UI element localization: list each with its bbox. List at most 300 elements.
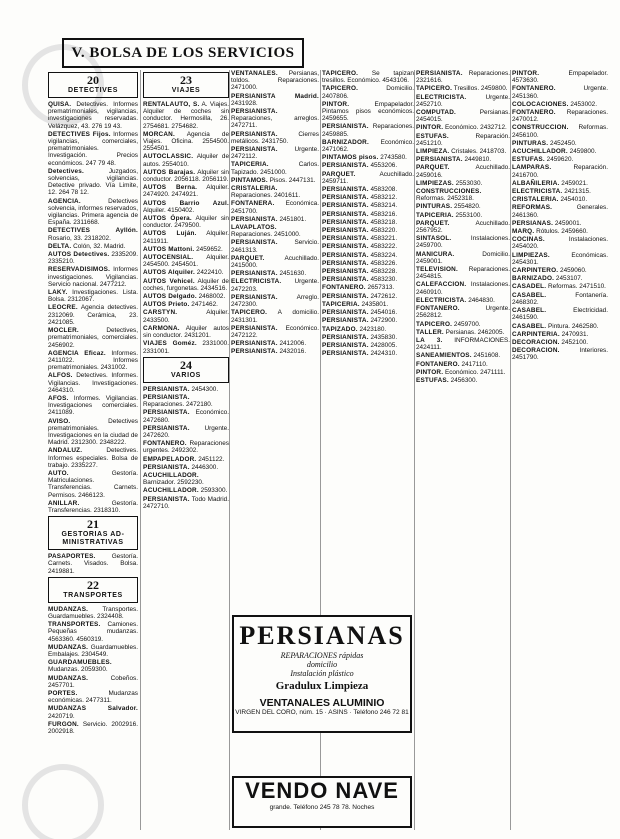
column-rule [510, 70, 511, 830]
classified-ad: AUTOS Mattoni. 2459652. [143, 245, 223, 253]
classified-ad: ALFOS. Detectives. Informes. Vigilancias. Investigaciones. 2464310. [48, 372, 138, 394]
classified-ad-keyword: PERSIANISTA. [322, 210, 369, 218]
classified-ad: AUTOCENSIAL. Alquiler. 2454500. 2454501. [143, 254, 229, 269]
classified-ad: FONTANERO. 2657313. [322, 284, 395, 292]
classified-ad-keyword: AUTOS Berna. [143, 184, 198, 192]
classified-ad: PARQUET. Acuchillado. 2459016. [416, 164, 510, 179]
classified-ad-keyword: CRISTALERIA. [512, 196, 559, 204]
classified-ad: PERSIANISTA. 2412006. [231, 340, 307, 348]
classified-ad: MUDANZAS. Transportes. Guardamuebles. 2324408. [48, 605, 138, 620]
classified-ad: ELECTRICISTA. Urgente. 2472203. [231, 278, 319, 293]
classified-ad-keyword: LEOCRE. [48, 304, 78, 312]
classified-ad: COMPUTAD. Persianas. 2454015. [416, 109, 510, 124]
classified-ad-keyword: MUDANZAS. [48, 643, 89, 651]
classified-ad: PERSIANISTA. 4583222. [322, 243, 398, 251]
classified-ad: TELEVISION. Reparaciones. 2454815. [416, 266, 510, 281]
classified-ad: PERSIANISTA. 4583212. [322, 194, 398, 202]
classified-ad: TAPICERIA. 2553100. [416, 211, 483, 219]
classified-ad-keyword: LIMPIEZA. [416, 148, 450, 156]
classified-ad-keyword: AUTOS Ópera. [143, 215, 192, 223]
classified-ad-keyword: LAMPARAS. [512, 164, 552, 172]
classified-ad: FONTANERO. 2417110. [416, 360, 488, 368]
classified-ad-keyword: AUTO. [48, 469, 69, 477]
classified-ad: CASABEL. Electricidad. 2461590. [512, 307, 608, 322]
classified-ad-keyword: AFOS. [48, 394, 69, 402]
section-number: 21 [87, 517, 99, 532]
classified-ad-keyword: PERSIANISTA. [322, 123, 369, 131]
ad-vendo-nave [232, 776, 412, 828]
classified-ad-keyword: PERSIANISTA. [143, 424, 190, 432]
classified-ad-keyword: LA 3. [416, 336, 443, 344]
classified-ad-keyword: TAPICERO. [231, 309, 268, 317]
classified-ad-keyword: PERSIANISTA Madrid. [231, 92, 319, 100]
col2-ads-a [143, 101, 229, 355]
ad-persianas [232, 615, 412, 733]
classified-ad-keyword: GUARDAMUEBLES. [48, 659, 112, 667]
classified-ad-keyword: Detectives. [48, 167, 84, 175]
classified-ad-keyword: PERSIANISTA. [416, 156, 463, 164]
classified-ad: AUTOS Prieto. 2471462. [143, 301, 218, 309]
classified-ad: SANEAMIENTOS. 2451608. [416, 352, 501, 360]
classified-ad: LAVAPLATOS. Reparaciones. 2451000. [231, 224, 301, 239]
classified-ad: ACUCHILLADOR. 2593300. [143, 487, 228, 495]
classified-ad-keyword: MANICURA. [416, 250, 455, 258]
classified-ad: CONSTRUCCIONES. Reformas. 2452318. [416, 188, 482, 203]
classified-ad-keyword: AGENCIA. [48, 197, 81, 205]
classified-ad-keyword: PERSIANISTA. [322, 227, 369, 235]
classified-ad: GUARDAMUEBLES. Mudanzas. 2059300. [48, 659, 112, 674]
classified-ad: PERSIANISTA. 2451630. [231, 270, 307, 278]
classified-ad-keyword: PERSIANISTA. [322, 251, 369, 259]
classified-ad: PARQUET. Acuchillado. 2415000. [231, 254, 319, 270]
classified-ad-keyword: PARQUET. [231, 254, 265, 262]
classified-ad-keyword: ALBAÑILERIA. [512, 179, 560, 187]
classified-ad: MUDANZAS. Guardamuebles. Embalajes. 2304549. [48, 643, 138, 658]
classified-ad-keyword: FONTANERO. [512, 109, 556, 117]
classified-ad-keyword: PARQUET. [416, 164, 450, 172]
classified-ad: CASABEL. Fontanería. 2468302. [512, 291, 608, 306]
classified-ad-keyword: PERSIANISTA. [322, 194, 369, 202]
classified-ad-keyword: PERSIANISTA. [231, 108, 278, 116]
classified-ad: ALBAÑILERIA. 2459021. [512, 179, 588, 187]
classified-ad: PERSIANISTA. Reparaciones. 2472180. [143, 393, 213, 409]
col1-ads-c [48, 606, 138, 735]
ad-persianas-line2: domicilio [306, 660, 338, 669]
ad-persianas-title: PERSIANAS [239, 621, 405, 650]
section-title: DETECTIVES [68, 87, 118, 94]
classified-ad: CRISTALERIA. 2454010. [512, 196, 588, 204]
classified-ad: CALEFACCION. Instalaciones. 2460910. [416, 281, 510, 296]
classified-ad-keyword: CARPINTERIA. [512, 330, 560, 338]
classified-ad: CASADEL. Reformas. 2471510. [512, 283, 606, 291]
classified-ad: CASABEL. Pintura. 2462580. [512, 322, 599, 330]
classified-ad: TAPICERO. 2459700. [416, 320, 481, 328]
classified-ad-keyword: MARQ. [512, 228, 535, 236]
classified-ad: DECORACION. 2452100. [512, 338, 589, 346]
classified-ad: LIMPIEZAS. Económicas. 2454301. [512, 251, 608, 266]
classified-ad: AUTOCLASSIC. Alquiler de autos. 2554010. [143, 153, 229, 168]
classified-ad: AUTOS Vehicel. Alquiler de coches, furgonetas. 2434516. [143, 277, 229, 292]
classified-ad: ESTUFAS. Reparación. 2451210. [416, 132, 510, 147]
classified-ad-keyword: PERSIANISTA. [322, 317, 369, 325]
classified-ad: PERSIANISTA. 4583216. [322, 210, 398, 218]
classified-ad-keyword: PERSIANAS. [512, 219, 554, 227]
classified-ad-keyword: TAPICERIA. [231, 161, 269, 169]
section-header-varios [143, 357, 229, 383]
classified-ad-keyword: AUTOS Alquiler. [143, 269, 196, 277]
classified-ad: AUTOS Luján. Alquiler. 2411911. [143, 230, 229, 245]
classified-ad: PERSIANISTA. 2454016. [322, 309, 398, 317]
classified-ad-keyword: MUDANZAS. [48, 674, 89, 682]
classified-ad: DELTA. Colón, 32. Madrid. [48, 242, 126, 250]
classified-ad-keyword: PINTAMOS. [231, 176, 268, 184]
classified-ad-keyword: REFORMAS. [512, 204, 553, 212]
column-rule [229, 70, 230, 830]
classified-ad-keyword: PINTOR. [416, 124, 444, 132]
classified-ad: RESERVADISIMOS. Informes investigaciones. Vigilancias. Servicio nacional. 2477212. [48, 266, 138, 288]
classified-ad-keyword: PERSIANISTA. [322, 341, 369, 349]
classified-ad: PERSIANISTA. 2432016. [231, 348, 307, 356]
classified-ad-keyword: DETECTIVES Ayllón. [48, 227, 138, 235]
classified-ad: AUTOS Alquiler. 2422410. [143, 269, 224, 277]
classified-ad: PERSIANISTA. 2472612. [322, 292, 398, 300]
column-1 [48, 70, 138, 830]
classified-ad-keyword: PERSIANISTA. [322, 243, 369, 251]
classified-ad: PERSIANISTA. 4583220. [322, 227, 398, 235]
classified-ad-keyword: PERSIANISTA. [322, 186, 369, 194]
classified-ad: PINTOR. Económico. 2432712. [416, 124, 507, 132]
classified-ad: REFORMAS. Generales. 2461360. [512, 204, 608, 219]
classified-ad-keyword: AUTOS Barrio Azul. [143, 199, 229, 207]
classified-ad-keyword: AUTOS Prieto. [143, 301, 190, 309]
classified-ad-keyword: CONSTRUCCIONES. [416, 188, 482, 196]
classified-ad: PINTURAS. 2452450. [512, 139, 577, 147]
classified-ad-keyword: MUDANZAS. [48, 605, 89, 613]
classified-ad: MARQ. Rótulos. 2459660. [512, 228, 588, 236]
classified-ad-keyword: PERSIANISTA. [231, 270, 278, 278]
classified-ad-keyword: PERSIANISTA. [143, 385, 190, 393]
column-6 [512, 70, 608, 830]
classified-ad-keyword: PERSIANISTA. [231, 340, 278, 348]
col5-ads [416, 70, 510, 384]
classified-ad-keyword: FONTANERA. [231, 200, 275, 208]
classified-ad-keyword: PARQUET. [322, 170, 356, 178]
classified-ad-keyword: TAPICERO. [322, 85, 359, 93]
col2-ads-b [143, 386, 229, 510]
classified-ad-keyword: BARNIZADOR. [322, 138, 369, 146]
classified-ad: CONSTRUCCION. Reformas. 2456100. [512, 124, 608, 139]
classified-ad-keyword: CRISTALERIA. [231, 185, 278, 193]
classified-ad-keyword: MUDANZAS Salvador. [48, 705, 138, 713]
classified-ad: ELECTRICISTA. 2421315. [512, 188, 591, 196]
classified-ad: DECORACION. Interiores. 2451790. [512, 347, 608, 362]
classified-ad: PERSIANISTA. Urgente. 2472620. [143, 424, 229, 439]
classified-ad-keyword: LIMPIEZAS. [416, 179, 454, 187]
section-title: VIAJES [171, 87, 201, 94]
classified-ad: AUTOS Barrio Azul. Alquiler. 4150402. [143, 199, 229, 214]
classified-ad-keyword: PERSIANISTA. [231, 130, 278, 138]
classified-ad-keyword: ELECTRICISTA. [416, 296, 467, 304]
classified-ad: MOCLER. Detectives, prematrimoniales, comerciales. 2456902. [48, 327, 138, 349]
classified-ad-keyword: PARQUET. [416, 219, 450, 227]
classified-ad: EMPAPELADOR. 2451122. [143, 455, 225, 463]
classified-ad-keyword: PERSIANISTA. [322, 218, 369, 226]
classified-ad-keyword: ELECTRICISTA. [416, 93, 467, 101]
classified-ad: BARNIZADOR. Económico. 2471062. [322, 138, 414, 154]
classified-ad: PINTOR. Económico. 2471111. [416, 368, 506, 376]
classified-ad-keyword: ESTUFAS. [416, 132, 449, 140]
classified-ad: TAPICERO. A domicilio. 2431301. [231, 309, 319, 324]
classified-ad: LEOCRE. Agencia detectives. 2312069. Cerámica, 23. 2421085. [48, 304, 138, 326]
section-number: 20 [87, 73, 99, 87]
classified-ad-keyword: CASABEL. [512, 291, 547, 299]
col3-ads [231, 70, 319, 356]
classified-ad: BARNIZADO. 2453107. [512, 275, 583, 283]
classified-ad: PERSIANISTA. Urgente. 2472112. [231, 146, 319, 161]
classified-ad-keyword: PINTOR. [512, 70, 540, 77]
classified-ad: PERSIANISTA. Reparaciones. 2459885. [322, 123, 414, 138]
classified-ad: TAPICERO. Se tapizan tresillos. Económico. 4543106. [322, 70, 414, 85]
section-number: 24 [180, 357, 192, 372]
classified-ad: ESTUFAS. 2459620. [512, 156, 574, 164]
classified-ad: PERSIANISTA. 2454300. [143, 385, 219, 393]
classified-ad-keyword: CARMONA. [143, 324, 180, 332]
classified-ad: ELECTRICISTA. 2464830. [416, 296, 495, 304]
classified-ad: MORCAN. Agencia de Viajes. Oficina. 2554500. 2554501. [143, 130, 229, 153]
classified-ad: PERSIANISTA. 4583208. [322, 186, 398, 194]
classified-ad-keyword: AUTOCENSIAL. [143, 254, 194, 262]
classified-ad-keyword: ESTUFAS. [512, 156, 545, 164]
classified-ad: ACUCHILLADOR. 2459800. [512, 148, 597, 156]
classified-ad-keyword: TELEVISION. [416, 266, 458, 274]
classified-ad-keyword: TRANSPORTES. [48, 621, 101, 629]
classified-ad-keyword: TAPICERO. [322, 70, 359, 77]
classified-ad: AUTOS Ópera. Alquiler sin conductor. 2479500. [143, 215, 229, 230]
classified-ad: RENTALAUTO, S. A. Viajes. Alquiler de coches sin conductor. Hermosilla, 26. 2754681. 2754682. [143, 101, 229, 130]
classified-ad: PERSIANISTA. 2446300. [143, 463, 219, 471]
classified-ad: DETECTIVES Fijos. Informes vigilancias, comerciales, prematrimoniales. Investigación. Precios económicos. 247 79 48. [48, 130, 138, 167]
classified-ad: PERSIANISTA. 4583226. [322, 259, 398, 267]
section-header-viajes [143, 72, 229, 98]
classified-ad: FONTANERO. Urgente. 2562812. [416, 305, 510, 320]
classified-ad: LA 3. INFORMACIONES. 2424111. [416, 336, 510, 352]
classified-ad-keyword: COLOCACIONES. [512, 100, 569, 108]
classified-ad: FONTANERO. Reparaciones. 2470012. [512, 109, 608, 124]
classified-ad: PINTAMOS. Pisos. 2447131. [231, 176, 316, 184]
classified-ad-keyword: TALLER. [416, 328, 444, 336]
ad-persianas-line3: Instalación plástico [290, 669, 354, 678]
classified-ad: ELECTRICISTA. Urgente. 2452710. [416, 93, 510, 108]
classified-ad: PERSIANISTA. 2424310. [322, 350, 398, 358]
classified-ad-keyword: BARNIZADO. [512, 275, 555, 283]
column-5 [416, 70, 510, 830]
section-header-detectives [48, 72, 138, 98]
classified-ad: PERSIANISTA. Reparaciones. 2321616. [416, 70, 510, 85]
classified-ad: PINTOR. Empapelador. 4573630. [512, 70, 608, 85]
classified-ad-keyword: DECORACION. [512, 338, 560, 346]
classified-ad-keyword: TAPICERIA. [322, 300, 360, 308]
classified-ad: LIMPIEZAS. 2553030. [416, 179, 483, 187]
classified-ad-keyword: PERSIANISTA. [143, 495, 190, 503]
classified-ad-keyword: PERSIANISTA. [322, 333, 369, 341]
classified-ad-keyword: ANILLAR. [48, 499, 80, 507]
classified-ad: PERSIANISTA. 4583214. [322, 202, 398, 210]
classified-ad: AUTOS Barajas. Alquiler sin conductor. 2056118. 2056119. [143, 168, 229, 184]
page-header-title: V. BOLSA DE LOS SERVICIOS [71, 44, 295, 61]
classified-ad: AGENCIA. Detectives solvencia, informes reservados, vigilancias. Primera agencia de España. 2311668. [48, 197, 138, 227]
classified-ad: COCINAS. Instalaciones. 2454020. [512, 236, 608, 251]
classified-ad: ACUCHILLADOR. Barnizador. 2592230. [143, 471, 204, 487]
classified-ad-keyword: TAPIZADO. [322, 325, 358, 333]
classified-ad-keyword: FONTANERO. [512, 85, 556, 93]
classified-ad: PERSIANISTA Madrid. 2431928. [231, 92, 319, 107]
classified-ad: PARQUET. Acuchillado. 2567952. [416, 219, 510, 235]
classified-ad-keyword: VIAJES Goméz. [143, 340, 197, 348]
classified-ad: AGENCIA Eficaz. Informes. 2411022. Informes prematrimoniales. 2431002. [48, 349, 138, 372]
classified-ad-keyword: CARPINTERO. [512, 267, 559, 275]
classified-ad-keyword: AUTOS Detectives. [48, 251, 110, 259]
classified-ad-keyword: PERSIANISTA. [143, 409, 190, 417]
classified-ad-keyword: CONSTRUCCION. [512, 124, 569, 132]
classified-ad-keyword: PINTURAS. [416, 203, 453, 211]
classified-ad-keyword: SANEAMIENTOS. [416, 352, 472, 360]
classified-ad: PERSIANISTA. Reparaciones, arreglos. 2472711. [231, 108, 319, 130]
classified-ad: AVISO. Detectives prematrimoniales. Investigaciones en la ciudad de Madrid. 2312300. 2348222. [48, 417, 138, 447]
classified-ad-keyword: PERSIANISTA. [231, 324, 278, 332]
col1-ads-b [48, 553, 138, 575]
classified-ad-keyword: PERSIANISTA. [231, 348, 278, 356]
classified-ad: VIAJES Goméz. 2331000. 2331001. [143, 340, 229, 355]
classified-ad-keyword: PERSIANISTA. [231, 146, 278, 154]
classified-ad: CARSTYN. Alquiler. 2433500. [143, 309, 229, 324]
classified-ad-keyword: RENTALAUTO, S. [143, 101, 200, 108]
classified-ad-keyword: CASADEL. [512, 283, 547, 291]
classified-ad: MANICURA. Domicilio. 2459001. [416, 250, 510, 265]
classified-ad: AUTO. Gestoría. Matriculaciones. Transferencias. Carnets. Permisos. 2466123. [48, 469, 138, 499]
classified-ad-keyword: PERSIANISTA. [322, 309, 369, 317]
classified-ad-keyword: CARSTYN. [143, 309, 178, 317]
section-title: TRANSPORTES [63, 591, 123, 599]
classified-ad-keyword: FURGON. [48, 720, 79, 728]
column-rule [414, 70, 415, 830]
classified-ad: PERSIANISTA. 2435830. [322, 333, 398, 341]
page-header [62, 38, 304, 68]
classified-ad: PERSIANISTA. 2451801. [231, 215, 307, 223]
classified-ad-keyword: PERSIANISTA. [322, 259, 369, 267]
classified-ad-keyword: PINTOR. [322, 100, 350, 108]
classified-ad: SINTASOL. Instalaciones. 2459700. [416, 235, 510, 250]
classified-ad: CARMONA. Alquiler autos sin conductor. 2431201. [143, 324, 229, 340]
classified-ad-keyword: PERSIANISTA. [322, 162, 369, 170]
section-header-gestorias [48, 516, 138, 550]
classified-ad: FONTANERO. Urgente. 2451360. [512, 85, 608, 100]
classified-ad: PERSIANISTA. Cierres metálicos. 2431750. [231, 130, 319, 145]
classified-ad: PERSIANISTA. 2428005. [322, 341, 398, 349]
classified-ad: PERSIANISTA. Todo Madrid. 2472710. [143, 495, 229, 510]
column-rule [140, 70, 141, 830]
classified-ad: TAPIZADO. 2423180. [322, 325, 387, 333]
classified-ad-keyword: PERSIANISTA. [143, 393, 190, 401]
classified-ad-keyword: CALEFACCION. [416, 281, 467, 289]
classified-ad: PINTOR. Empapelador. Pintamos pisos económicos. 2459655. [322, 100, 414, 123]
section-title: GESTORIAS AD-MINISTRATIVAS [61, 531, 125, 547]
ad-persianas-title2: VENTANALES ALUMINIO [259, 697, 385, 709]
classified-ad: TAPICERIA. 2435801. [322, 300, 389, 308]
classified-ad-keyword: LAVAPLATOS. [231, 224, 277, 232]
classified-ad-keyword: PINTAMOS pisos. [322, 154, 379, 162]
classified-ad-keyword: DETECTIVES Fijos. [48, 130, 111, 138]
column-3 [231, 70, 319, 610]
classified-ad-keyword: MOCLER. [48, 327, 79, 335]
classified-ad-keyword: PINTOR. [416, 368, 444, 376]
ad-persianas-brand: Gradulux Limpieza [275, 680, 369, 692]
classified-ad-keyword: COMPUTAD. [416, 109, 457, 117]
section-header-transportes [48, 577, 138, 603]
classified-ad: LIMPIEZA. Cristales. 2418703. [416, 148, 507, 156]
classified-ad: ESTUFAS. 2456300. [416, 376, 478, 384]
col4-ads [322, 70, 414, 357]
classified-ad-keyword: AUTOS Delgado. [143, 293, 197, 301]
classified-ad-keyword: LIMPIEZAS. [512, 251, 550, 259]
classified-ad-keyword: PERSIANISTA. [322, 268, 369, 276]
classified-ad-keyword: PERSIANISTA. [143, 463, 190, 471]
classified-ad: ANILLAR. Gestoría. Transferencias. 2318310. [48, 499, 138, 514]
classified-ad: CARPINTERO. 2459060. [512, 267, 587, 275]
section-number: 23 [180, 73, 192, 87]
classified-ad-keyword: DELTA. [48, 242, 72, 250]
classified-ad-keyword: PORTES. [48, 690, 78, 698]
classified-ad: DETECTIVES Ayllón. Rosario, 33. 2318202. [48, 227, 138, 242]
classified-ad-keyword: TAPICERO. [416, 85, 453, 93]
column-2 [143, 70, 229, 830]
classified-ad-keyword: ACUCHILLADOR. [512, 148, 568, 156]
classified-ad-keyword: FONTANERO. [143, 440, 187, 448]
classified-ad: AFOS. Informes. Vigilancias. Investigaciones comerciales. 2411089. [48, 394, 138, 417]
classified-ad: FURGON. Servicio. 2002916. 2002918. [48, 720, 138, 736]
classified-ad-keyword: PERSIANISTA. [231, 293, 278, 301]
classified-ad: PERSIANISTA. Económico. 2472122. [231, 324, 319, 339]
classified-ad: PERSIANISTA. 2449810. [416, 156, 492, 164]
classified-ad: PERSIANISTA. Económico. 2472680. [143, 409, 229, 424]
classified-ad: PINTAMOS pisos. 2743580. [322, 154, 407, 162]
classified-ad-keyword: AGENCIA Eficaz. [48, 349, 106, 357]
classified-ad-keyword: PERSIANISTA. [416, 70, 463, 77]
classified-ad-keyword: ALFOS. [48, 372, 73, 380]
classified-ad-keyword: SINTASOL. [416, 235, 452, 243]
classified-ad-keyword: TAPICERIA. [416, 211, 454, 219]
classified-ad-keyword: VENTANALES. [231, 70, 278, 77]
classified-ad-keyword: PERSIANISTA. [322, 276, 369, 284]
classified-ad-keyword: CASABEL. [512, 322, 547, 330]
classified-ad: COLOCACIONES. 2453002. [512, 100, 598, 108]
classified-ad: PERSIANISTA. 4583228. [322, 268, 398, 276]
classified-ad: PERSIANISTA. Servicio. 2461313. [231, 239, 319, 254]
classified-ad-keyword: ESTUFAS. [416, 376, 449, 384]
classified-ad-keyword: PERSIANISTA. [231, 215, 278, 223]
classified-ad: PASAPORTES. Gestoría. Carnets. Visados. Bolsa. 2419881. [48, 553, 138, 575]
classified-ad-keyword: PERSIANISTA. [322, 202, 369, 210]
classified-ad: TRANSPORTES. Camiones. Pequeñas mudanzas. 4563360. 4560319. [48, 621, 138, 643]
classified-ad: LAKY. Investigaciones. Lista. Bolsa. 2312067. [48, 289, 138, 304]
classified-ad: PERSIANISTA. Arreglo. 2472300. [231, 293, 319, 309]
classified-ad-keyword: PASAPORTES. [48, 553, 96, 561]
classified-ad: PERSIANISTA. 4553206. [322, 162, 398, 170]
classified-ad-keyword: AUTOCLASSIC. [143, 153, 194, 161]
classified-ad: AUTOS Delgado. 2468002. [143, 293, 226, 301]
ad-persianas-line1: REPARACIONES rápidas [280, 651, 364, 660]
classified-ad: TAPICERO. Tresillos. 2459800. [416, 85, 508, 93]
classified-ad: PERSIANISTA. 4583218. [322, 218, 398, 226]
